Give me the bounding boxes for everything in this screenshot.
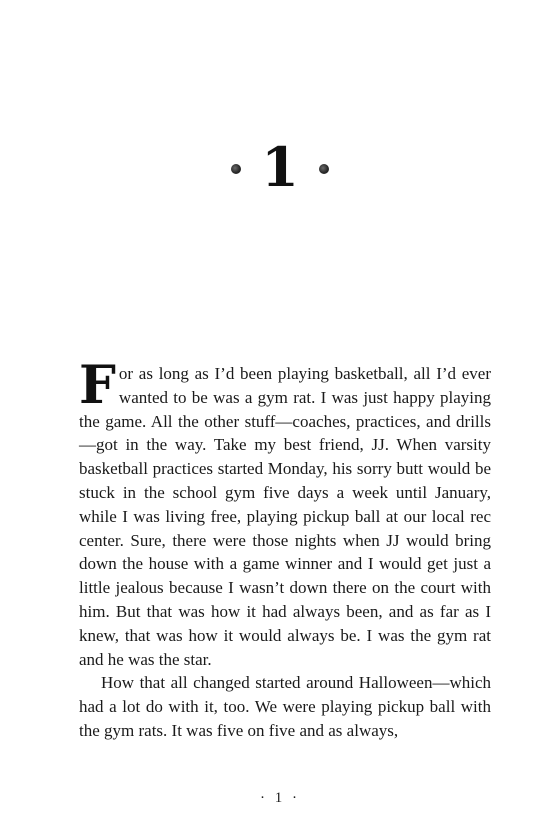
paragraph-1-text: or as long as I’d been playing basketball, all I’d ever wanted to be was a gym rat. I was just happy playing the game. All the other stuff—coaches, practices, and drills—got in the way. Take my best friend, JJ. When varsity basketball practices started Monday, his sorry butt would be stuck in the school gym five days a week until January, while I was living free, playing pickup ball at our local rec center. Sure, there were those nights when JJ would bring down the house with a game winner and I would get just a little jealous because I wasn’t down there on the court with him. But that was how it had always been, and as far as I knew, that was how it would always be. I was the gym rat and he was the star.: [79, 364, 491, 669]
chapter-body: [79, 355, 491, 743]
page-number: · 1 ·: [260, 790, 300, 806]
drop-cap: F: [79, 355, 116, 416]
chapter-number: 1: [261, 135, 299, 199]
paragraph-2: How that all changed started around Halloween—which had a lot do with it, too. We were playing pickup ball with the gym rats. It was five on five and as always,: [79, 673, 491, 740]
chapter-heading: [0, 135, 560, 199]
right-ornament-icon: [319, 164, 329, 174]
left-ornament-icon: [231, 164, 241, 174]
paragraph-1: [79, 355, 491, 671]
